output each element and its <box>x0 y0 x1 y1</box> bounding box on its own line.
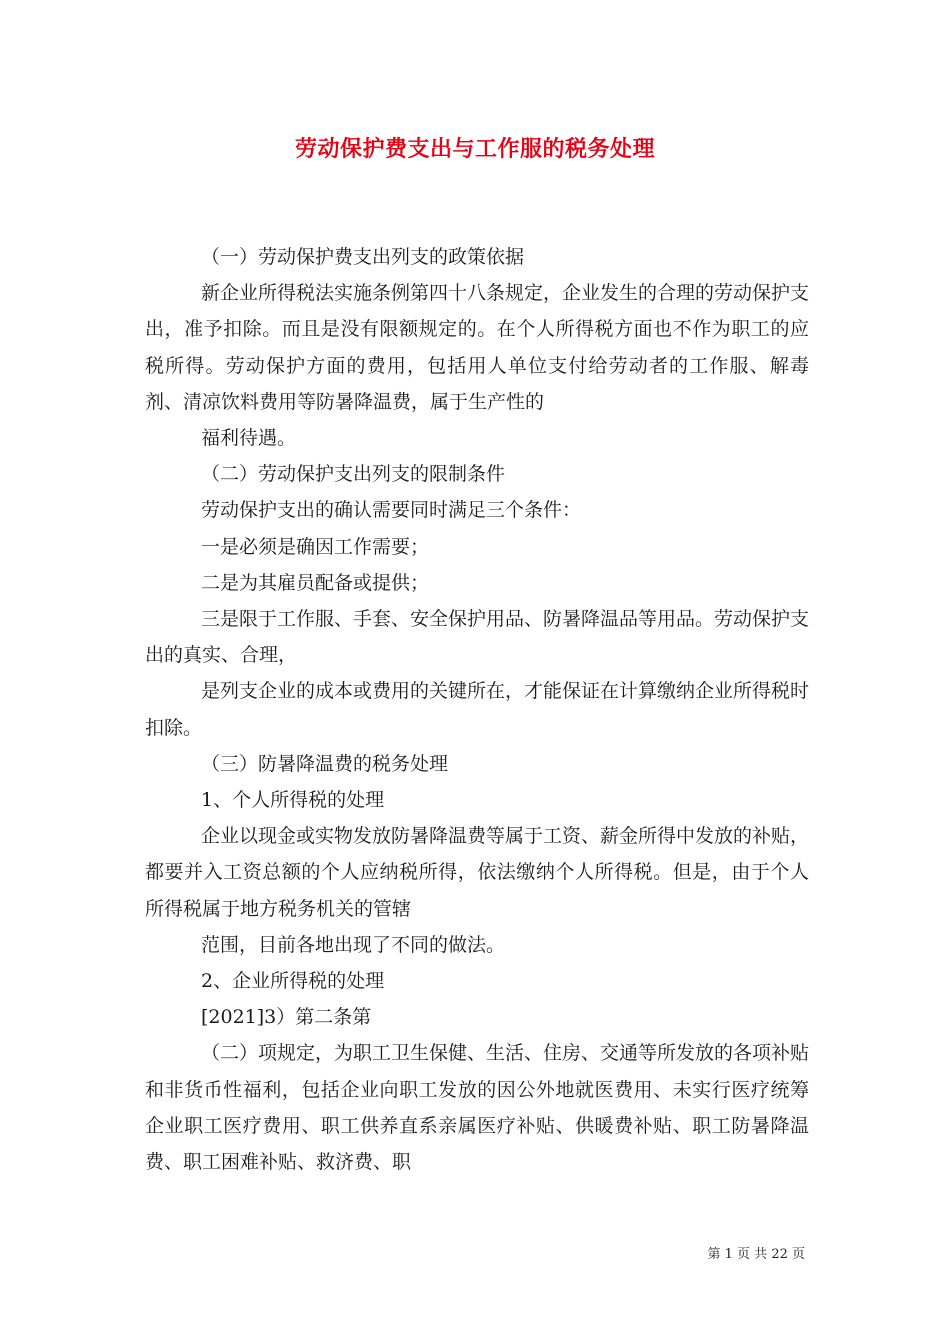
paragraph: 2、企业所得税的处理 <box>201 970 385 993</box>
paragraph: 福利待遇。 <box>201 427 297 450</box>
page-footer: 第 1 页 共 22 页 <box>707 1247 805 1262</box>
document-body <box>145 239 809 1180</box>
paragraph: 1、个人所得税的处理 <box>201 789 385 812</box>
paragraph: （一）劳动保护费支出列支的政策依据 <box>201 246 525 268</box>
paragraph: （二）劳动保护支出列支的限制条件 <box>201 463 506 486</box>
paragraph: [2021]3）第二条第 <box>201 1006 372 1029</box>
paragraph: 劳动保护支出的确认需要同时满足三个条件： <box>201 499 582 522</box>
page-title: 劳动保护费支出与工作服的税务处理 <box>294 136 655 162</box>
paragraph: 范围，目前各地出现了不同的做法。 <box>201 933 506 956</box>
paragraph: 新企业所得税法实施条例第四十八条规定，企业发生的合理的劳动保护支出，准予扣除。而且是没有限额规定的。在个人所得税方面也不作为职工的应税所得。劳动保护方面的费用，包括用人单位支付给劳动者的工作服、解毒剂、清凉饮料费用等防暑降温费，属于生产性的 <box>145 282 810 413</box>
paragraph: （三）防暑降温费的税务处理 <box>201 752 449 775</box>
paragraph: （二）项规定，为职工卫生保健、生活、住房、交通等所发放的各项补贴和非货币性福利，包括企业向职工发放的因公外地就医费用、未实行医疗统筹企业职工医疗费用、职工供养直系亲属医疗补贴、供暖费补贴、职工防暑降温费、职工困难补贴、救济费、职 <box>145 1042 810 1174</box>
paragraph: 是列支企业的成本或费用的关键所在，才能保证在计算缴纳企业所得税时扣除。 <box>145 680 810 739</box>
paragraph: 一是必须是确因工作需要； <box>201 535 430 558</box>
paragraph: 二是为其雇员配备或提供； <box>201 571 430 594</box>
paragraph: 三是限于工作服、手套、安全保护用品、防暑降温品等用品。劳动保护支出的真实、合理， <box>145 608 810 667</box>
paragraph: 企业以现金或实物发放防暑降温费等属于工资、薪金所得中发放的补贴，都要并入工资总额的个人应纳税所得，依法缴纳个人所得税。但是，由于个人所得税属于地方税务机关的管辖 <box>145 825 810 920</box>
